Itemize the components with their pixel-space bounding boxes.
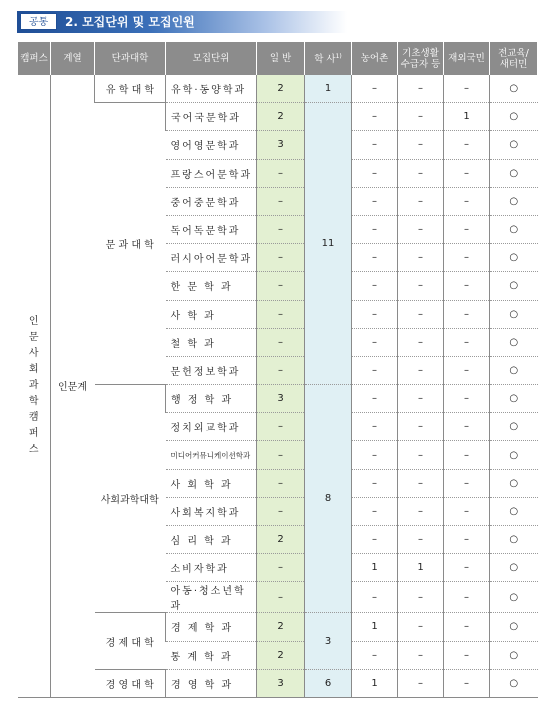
college-cell: 유 학 대 학: [95, 75, 166, 103]
col-gicho: 기초생활 수급자 등: [398, 42, 444, 75]
jeongyo-cell: ○: [490, 215, 538, 243]
unit-cell: 사 회 학 과: [166, 469, 257, 497]
nongeochon-cell: –: [352, 469, 398, 497]
gicho-cell: –: [398, 244, 444, 272]
jeongyo-cell: ○: [490, 613, 538, 641]
nongeochon-cell: –: [352, 131, 398, 159]
nongeochon-cell: –: [352, 75, 398, 103]
col-college: 단과대학: [95, 42, 166, 75]
common-badge: 공통: [20, 13, 57, 30]
unit-cell: 경 제 학 과: [166, 613, 257, 641]
campus-label: 인문사회과학캠퍼스: [28, 315, 39, 455]
ilban-cell: –: [257, 413, 305, 441]
jeongyo-cell: ○: [490, 272, 538, 300]
ilban-cell: 2: [257, 103, 305, 131]
jeongyo-cell: ○: [490, 103, 538, 131]
nongeochon-cell: –: [352, 385, 398, 413]
ilban-cell: –: [257, 272, 305, 300]
unit-cell: 미디어커뮤니케이션학과: [166, 441, 257, 469]
college-cell: 사회과학대학: [95, 385, 166, 613]
gicho-cell: –: [398, 469, 444, 497]
jeongyo-cell: ○: [490, 582, 538, 613]
jeongyo-cell: ○: [490, 75, 538, 103]
haksa-cell: 6: [305, 669, 352, 697]
jaeoe-cell: –: [444, 159, 490, 187]
gicho-cell: –: [398, 131, 444, 159]
ilban-cell: –: [257, 328, 305, 356]
unit-cell: 문헌정보학과: [166, 356, 257, 384]
ilban-cell: 3: [257, 385, 305, 413]
jeongyo-cell: ○: [490, 413, 538, 441]
gicho-cell: –: [398, 300, 444, 328]
gicho-cell: –: [398, 497, 444, 525]
unit-cell: 유학·동양학과: [166, 75, 257, 103]
nongeochon-cell: –: [352, 187, 398, 215]
unit-cell: 러시아어문학과: [166, 244, 257, 272]
jeongyo-cell: ○: [490, 356, 538, 384]
unit-cell: 중어중문학과: [166, 187, 257, 215]
nongeochon-cell: –: [352, 215, 398, 243]
jaeoe-cell: –: [444, 131, 490, 159]
unit-cell: 철 학 과: [166, 328, 257, 356]
ilban-cell: 2: [257, 641, 305, 669]
jeongyo-cell: ○: [490, 159, 538, 187]
jeongyo-cell: ○: [490, 328, 538, 356]
ilban-cell: –: [257, 497, 305, 525]
gicho-cell: –: [398, 75, 444, 103]
jeongyo-cell: ○: [490, 441, 538, 469]
col-campus: 캠퍼스: [18, 42, 51, 75]
jaeoe-cell: –: [444, 497, 490, 525]
jaeoe-cell: –: [444, 75, 490, 103]
gicho-cell: –: [398, 272, 444, 300]
unit-cell: 행 정 학 과: [166, 385, 257, 413]
jaeoe-cell: –: [444, 669, 490, 697]
table-row: [18, 103, 538, 131]
gicho-cell: –: [398, 385, 444, 413]
gicho-cell: –: [398, 641, 444, 669]
col-unit: 모집단위: [166, 42, 257, 75]
gicho-cell: –: [398, 613, 444, 641]
ilban-cell: –: [257, 215, 305, 243]
unit-cell: 한 문 학 과: [166, 272, 257, 300]
haksa-cell: 3: [305, 613, 352, 669]
unit-cell: 정치외교학과: [166, 413, 257, 441]
gyeyeol-cell: 인문계: [51, 75, 95, 697]
jaeoe-cell: –: [444, 328, 490, 356]
ilban-cell: –: [257, 159, 305, 187]
nongeochon-cell: –: [352, 526, 398, 554]
admission-quota-table: [17, 42, 538, 698]
unit-cell: 심 리 학 과: [166, 526, 257, 554]
haksa-cell: 8: [305, 385, 352, 613]
jeongyo-cell: ○: [490, 554, 538, 582]
jaeoe-cell: –: [444, 187, 490, 215]
nongeochon-cell: –: [352, 159, 398, 187]
jeongyo-cell: ○: [490, 469, 538, 497]
jaeoe-cell: –: [444, 441, 490, 469]
gicho-cell: –: [398, 187, 444, 215]
haksa-cell: 11: [305, 103, 352, 385]
nongeochon-cell: –: [352, 328, 398, 356]
nongeochon-cell: 1: [352, 669, 398, 697]
nongeochon-cell: –: [352, 413, 398, 441]
ilban-cell: –: [257, 582, 305, 613]
unit-cell: 아동·청소년학과: [166, 582, 257, 613]
gicho-cell: –: [398, 356, 444, 384]
jaeoe-cell: –: [444, 554, 490, 582]
col-haksa: 학 사$^{1)}$: [305, 42, 352, 75]
table-body: [18, 75, 538, 697]
table-row: [18, 669, 538, 697]
jaeoe-cell: –: [444, 300, 490, 328]
gicho-cell: –: [398, 669, 444, 697]
jaeoe-cell: 1: [444, 103, 490, 131]
jaeoe-cell: –: [444, 244, 490, 272]
gicho-cell: –: [398, 526, 444, 554]
jaeoe-cell: –: [444, 613, 490, 641]
col-gyeyeol: 계열: [51, 42, 95, 75]
nongeochon-cell: –: [352, 300, 398, 328]
ilban-cell: 2: [257, 75, 305, 103]
unit-cell: 경 영 학 과: [166, 669, 257, 697]
jeongyo-cell: ○: [490, 131, 538, 159]
unit-cell: 통 계 학 과: [166, 641, 257, 669]
nongeochon-cell: –: [352, 103, 398, 131]
unit-cell: 프랑스어문학과: [166, 159, 257, 187]
unit-cell: 독어독문학과: [166, 215, 257, 243]
nongeochon-cell: –: [352, 582, 398, 613]
gicho-cell: –: [398, 582, 444, 613]
gicho-cell: –: [398, 328, 444, 356]
ilban-cell: 2: [257, 526, 305, 554]
jaeoe-cell: –: [444, 413, 490, 441]
col-jeongyo: 전교육/ 새터민: [490, 42, 538, 75]
ilban-cell: –: [257, 469, 305, 497]
nongeochon-cell: –: [352, 497, 398, 525]
unit-cell: 국어국문학과: [166, 103, 257, 131]
jaeoe-cell: –: [444, 272, 490, 300]
gicho-cell: –: [398, 215, 444, 243]
gicho-cell: –: [398, 413, 444, 441]
jaeoe-cell: –: [444, 356, 490, 384]
gicho-cell: –: [398, 159, 444, 187]
college-cell: 경 제 대 학: [95, 613, 166, 669]
jeongyo-cell: ○: [490, 300, 538, 328]
jaeoe-cell: –: [444, 385, 490, 413]
unit-cell: 사회복지학과: [166, 497, 257, 525]
nongeochon-cell: 1: [352, 613, 398, 641]
jaeoe-cell: –: [444, 526, 490, 554]
jeongyo-cell: ○: [490, 526, 538, 554]
table-row: [18, 75, 538, 103]
jeongyo-cell: ○: [490, 244, 538, 272]
jaeoe-cell: –: [444, 582, 490, 613]
ilban-cell: –: [257, 187, 305, 215]
col-ilban: 일 반: [257, 42, 305, 75]
section-header: [17, 11, 347, 33]
college-cell: 문 과 대 학: [95, 103, 166, 385]
ilban-cell: –: [257, 300, 305, 328]
jeongyo-cell: ○: [490, 641, 538, 669]
nongeochon-cell: 1: [352, 554, 398, 582]
unit-cell: 소비자학과: [166, 554, 257, 582]
ilban-cell: –: [257, 441, 305, 469]
ilban-cell: 3: [257, 669, 305, 697]
ilban-cell: –: [257, 356, 305, 384]
gicho-cell: –: [398, 103, 444, 131]
col-nongeochon: 농어촌: [352, 42, 398, 75]
table-row: [18, 385, 538, 413]
nongeochon-cell: –: [352, 356, 398, 384]
college-cell: 경 영 대 학: [95, 669, 166, 697]
jaeoe-cell: –: [444, 469, 490, 497]
nongeochon-cell: –: [352, 272, 398, 300]
jeongyo-cell: ○: [490, 187, 538, 215]
table-row: [18, 613, 538, 641]
gicho-cell: 1: [398, 554, 444, 582]
ilban-cell: 2: [257, 613, 305, 641]
section-title: 2. 모집단위 및 모집인원: [65, 15, 195, 29]
ilban-cell: –: [257, 554, 305, 582]
nongeochon-cell: –: [352, 244, 398, 272]
campus-cell: [18, 75, 51, 697]
ilban-cell: 3: [257, 131, 305, 159]
gicho-cell: –: [398, 441, 444, 469]
ilban-cell: –: [257, 244, 305, 272]
col-jaeoe: 재외국민: [444, 42, 490, 75]
unit-cell: 사 학 과: [166, 300, 257, 328]
haksa-cell: 1: [305, 75, 352, 103]
nongeochon-cell: –: [352, 441, 398, 469]
unit-cell: 영어영문학과: [166, 131, 257, 159]
jaeoe-cell: –: [444, 215, 490, 243]
table-header-row: [18, 42, 538, 75]
jeongyo-cell: ○: [490, 669, 538, 697]
jeongyo-cell: ○: [490, 385, 538, 413]
jaeoe-cell: –: [444, 641, 490, 669]
nongeochon-cell: –: [352, 641, 398, 669]
jeongyo-cell: ○: [490, 497, 538, 525]
